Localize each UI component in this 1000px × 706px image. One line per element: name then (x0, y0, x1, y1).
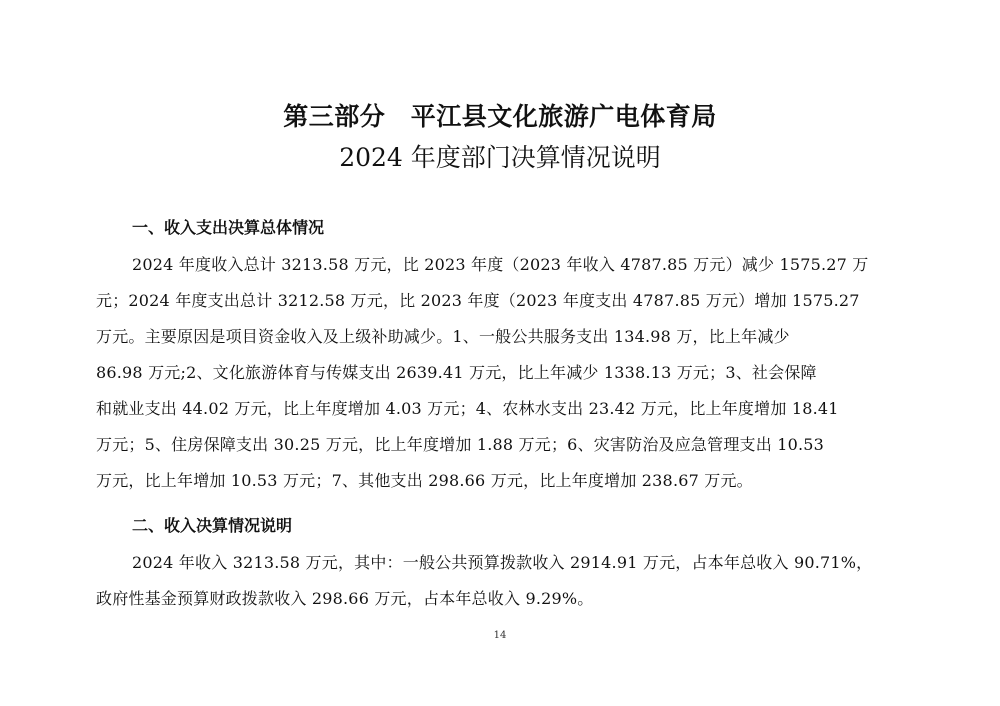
paragraph-line: 2024 年收入 3213.58 万元，其中：一般公共预算拨款收入 2914.91 万元，占本年总收入 90.71%， (132, 553, 873, 572)
page-number: 14 (493, 630, 507, 641)
paragraph-line: 万元，比上年增加 10.53 万元；7、其他支出 298.66 万元，比上年度增加 238.67 万元。 (96, 471, 753, 490)
document-subtitle: 2024 年度部门决算情况说明 (339, 143, 661, 172)
paragraph-line: 政府性基金预算财政拨款收入 298.66 万元，占本年总收入 9.29%。 (96, 589, 594, 608)
section-heading-income-expenditure-overview: 一、收入支出决算总体情况 (132, 218, 325, 237)
paragraph-line: 万元；5、住房保障支出 30.25 万元，比上年度增加 1.88 万元；6、灾害防治及应急管理支出 10.53 (96, 435, 825, 454)
paragraph-line: 86.98 万元;2、文化旅游体育与传媒支出 2639.41 万元，比上年减少 1338.13 万元；3、社会保障 (96, 363, 817, 382)
paragraph-line: 元；2024 年度支出总计 3212.58 万元，比 2023 年度（2023 年度支出 4787.85 万元）增加 1575.27 (96, 291, 860, 310)
document-title: 第三部分 平江县文化旅游广电体育局 (283, 102, 717, 131)
paragraph-line: 万元。主要原因是项目资金收入及上级补助减少。1、一般公共服务支出 134.98 万，比上年减少 (96, 327, 790, 346)
paragraph-line: 和就业支出 44.02 万元，比上年度增加 4.03 万元；4、农林水支出 23.42 万元，比上年度增加 18.41 (96, 399, 839, 418)
section-heading-income-explanation: 二、收入决算情况说明 (132, 516, 293, 535)
paragraph-line: 2024 年度收入总计 3213.58 万元，比 2023 年度（2023 年收入 4787.85 万元）减少 1575.27 万 (132, 255, 869, 274)
